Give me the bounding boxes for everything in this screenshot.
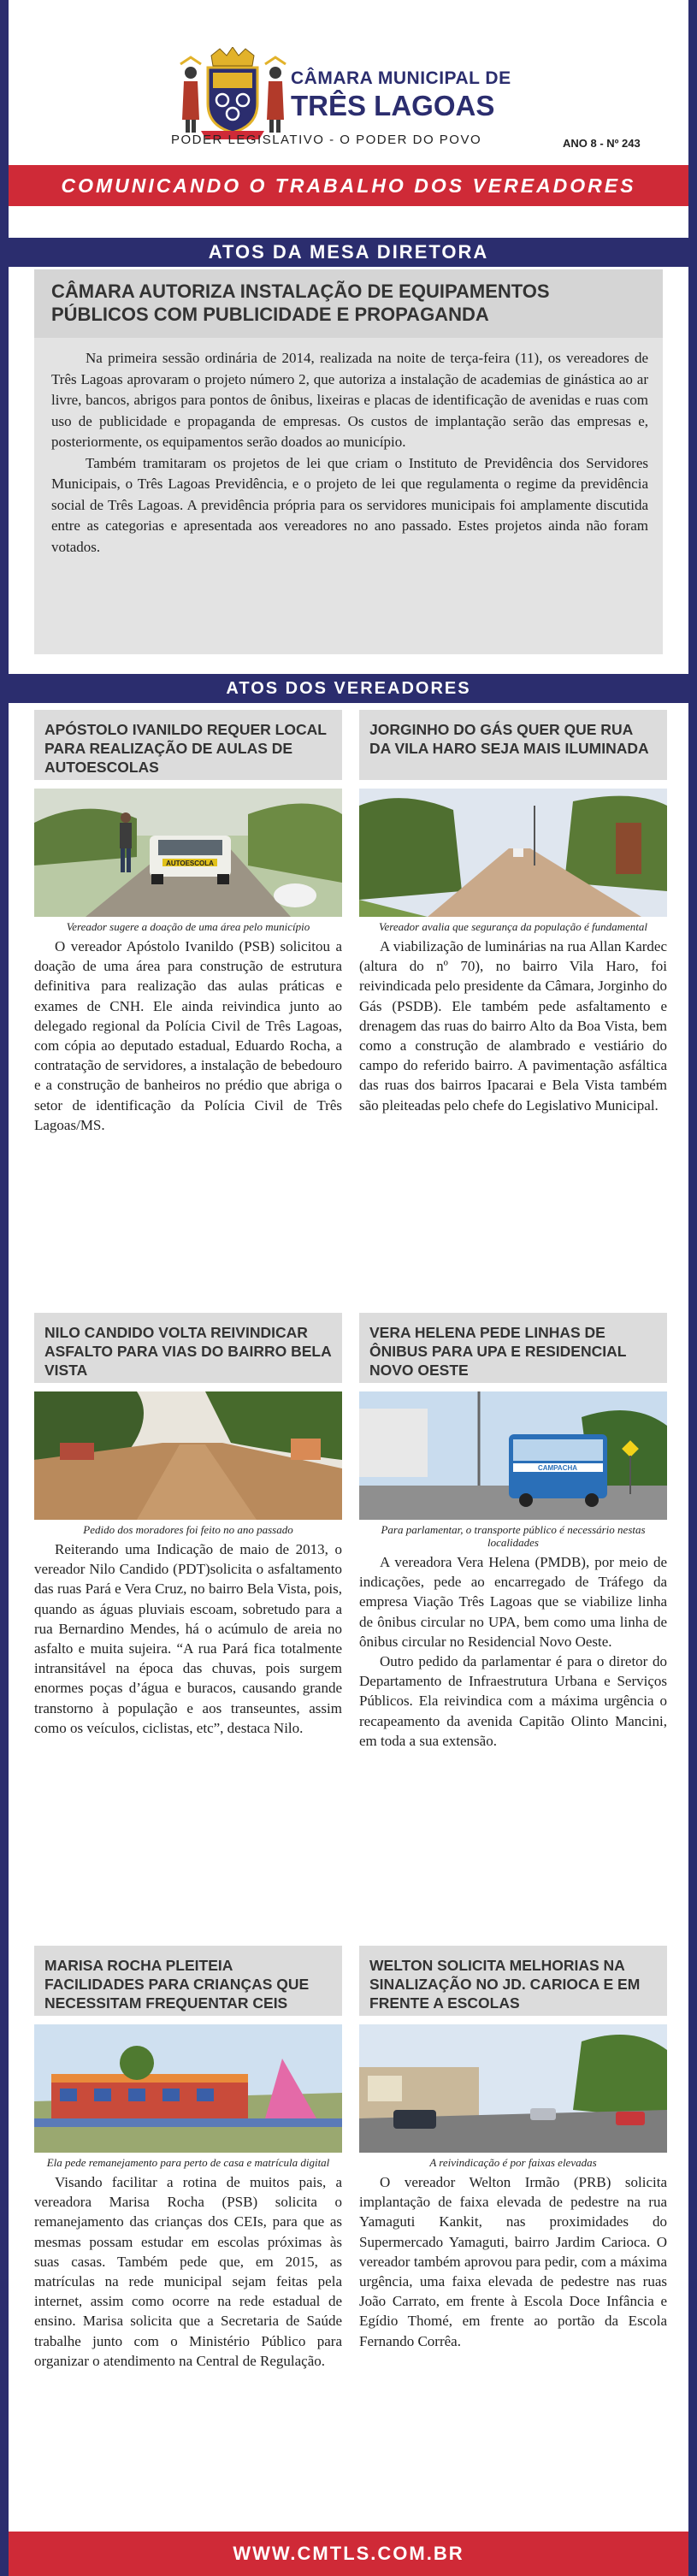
section-vereadores-title: ATOS DOS VEREADORES bbox=[226, 678, 471, 698]
mesa-article bbox=[34, 269, 663, 654]
article-paragraph: A vereadora Vera Helena (PMDB), por meio de indicações, pede ao encarregado de Tráfego da empresa Viação Três Lagoas que se viabilize linha de ônibus circular no UPA, bem como uma linha de ônibus circular no Residencial Novo Oeste. bbox=[359, 1554, 667, 1650]
article-photo bbox=[34, 2024, 342, 2153]
footer-url-link[interactable]: WWW.CMTLS.COM.BR bbox=[233, 2543, 464, 2564]
article-header bbox=[359, 1946, 667, 2016]
city-crest-logo bbox=[175, 47, 291, 141]
article-nilo-candido bbox=[34, 1313, 342, 1738]
header bbox=[9, 0, 688, 162]
article-photo bbox=[359, 1391, 667, 1520]
article-photo bbox=[34, 1391, 342, 1520]
article-caption: A reivindicação é por faixas elevadas bbox=[429, 2156, 597, 2169]
section-mesa-diretora bbox=[9, 238, 688, 267]
article-body bbox=[34, 1539, 342, 1738]
article-headline: JORGINHO DO GÁS QUER QUE RUA DA VILA HARO SEJA MAIS ILUMINADA bbox=[369, 721, 649, 757]
article-headline: NILO CANDIDO VOLTA REIVINDICAR ASFALTO PARA VIAS DO BAIRRO BELA VISTA bbox=[44, 1324, 332, 1379]
article-paragraph: Outro pedido da parlamentar é para o diretor do Departamento de Infraestrutura Urbana e Serviços Públicos. Ela reivindica com a máxima urgência o recapeamento da avenida Capitão Olinto Mancini, em toda a sua extensão. bbox=[359, 1653, 667, 1749]
article-headline: WELTON SOLICITA MELHORIAS NA SINALIZAÇÃO NO JD. CARIOCA E EM FRENTE A ESCOLAS bbox=[369, 1957, 641, 2012]
article-body bbox=[34, 936, 342, 1135]
title-block bbox=[291, 68, 547, 123]
article-paragraph: O vereador Welton Irmão (PRB) solicita implantação de faixa elevada de pedestre na rua Yamaguti Kankit, nas proximidades do Supermercado Yamaguti, bairro Jardim Carioca. O vereador também aprovou para pedir, com a máxima urgência, uma faixa elevada de pedestre nas ruas João Carrato, em frente à Escola Doce Infância e Egídio Thomé, em frente ao portão da Escola Fernando Corrêa. bbox=[359, 2174, 667, 2349]
car-label: AUTOESCOLA bbox=[166, 860, 214, 867]
article-body bbox=[34, 2172, 342, 2371]
article-header bbox=[359, 1313, 667, 1383]
banner-text: COMUNICANDO O TRABALHO DOS VEREADORES bbox=[61, 174, 636, 197]
mesa-article-header bbox=[34, 269, 663, 338]
mesa-headline: CÂMARA AUTORIZA INSTALAÇÃO DE EQUIPAMENTOS PÚBLICOS COM PUBLICIDADE E PROPAGANDA bbox=[51, 281, 550, 325]
article-headline: APÓSTOLO IVANILDO REQUER LOCAL PARA REALIZAÇÃO DE AULAS DE AUTOESCOLAS bbox=[44, 721, 327, 776]
article-header bbox=[359, 710, 667, 780]
footer bbox=[9, 2532, 688, 2576]
article-apostolo-ivanildo bbox=[34, 710, 342, 1135]
article-photo bbox=[359, 789, 667, 917]
title-main: TRÊS LAGOAS bbox=[291, 90, 495, 121]
article-caption: Vereador avalia que segurança da população é fundamental bbox=[379, 920, 647, 933]
mesa-paragraph: Também tramitaram os projetos de lei que criam o Instituto de Previdência dos Servidores Municipais, o Três Lagoas Previdência, e o projeto de lei que regulamenta o regime da previdência social de Três Lagoas. A previdência própria para os servidores municipais foi amplamente discutida entre as categorias e apresentada aos vereadores no ano passado. Estes projetos ainda não foram votados. bbox=[51, 454, 648, 555]
article-headline: MARISA ROCHA PLEITEIA FACILIDADES PARA CRIANÇAS QUE NECESSITAM FREQUENTAR CEIS bbox=[44, 1957, 310, 2012]
article-caption: Vereador sugere a doação de uma área pelo município bbox=[66, 920, 310, 933]
article-paragraph: Reiterando uma Indicação de maio de 2013, o vereador Nilo Candido (PDT)solicita o asfaltamento das ruas Pará e Vera Cruz, no bairro Bela Vista, pois, quando as águas pluviais escoam, sobretudo para a rua Bernardino Mendes, há o acúmulo de areia no asfalto e muita sujeira. “A rua Pará fica totalmente intransitável na época das chuvas, pois surgem enormes poças d’água e buracos, causando grande transtorno à população e aos transeuntes, assim como os veículos, ciclistas, etc”, destaca Nilo. bbox=[34, 1541, 342, 1736]
article-paragraph: Visando facilitar a rotina de muitos pais, a vereadora Marisa Rocha (PSB) solicita o remanejamento das crianças dos CEIs, para que as mesmas possam estudar em escolas próximas às suas casas. Também pede que, em 2015, as matrículas na rede municipal sejam feitas pela internet, assim como ocorre na rede estadual de ensino. Marisa solicita que a Secretaria de Saúde trabalhe junto com o Ministério Público para organizar o atendimento na Central de Regulação. bbox=[34, 2174, 342, 2369]
article-caption: Para parlamentar, o transporte público é necessário nestas localidades bbox=[381, 1523, 646, 1549]
article-welton bbox=[359, 1946, 667, 2351]
article-paragraph: O vereador Apóstolo Ivanildo (PSB) solicitou a doação de uma área para construção de estrutura definitiva para realização das aulas práticas e exames de CNH. Ele ainda reivindica junto ao delegado regional da Polícia Civil de Três Lagoas, com cópia ao deputado estadual, Eduardo Rocha, a contratação de servidores, a instalação de bebedouro e a construção de banheiros no prédio que abriga o setor de identificação da Polícia Civil de Três Lagoas/MS. bbox=[34, 938, 342, 1133]
article-body bbox=[359, 1552, 667, 1751]
article-jorginho-do-gas bbox=[359, 710, 667, 1115]
article-photo bbox=[34, 789, 342, 917]
bus-label: CAMPACHA bbox=[537, 1464, 578, 1472]
article-header bbox=[34, 1313, 342, 1383]
article-header bbox=[34, 1946, 342, 2016]
article-photo bbox=[359, 2024, 667, 2153]
article-headline: VERA HELENA PEDE LINHAS DE ÔNIBUS PARA UPA E RESIDENCIAL NOVO OESTE bbox=[369, 1324, 627, 1379]
article-caption: Pedido dos moradores foi feito no ano passado bbox=[83, 1523, 293, 1536]
article-caption: Ela pede remanejamento para perto de casa e matrícula digital bbox=[46, 2156, 330, 2169]
article-body bbox=[359, 936, 667, 1115]
mesa-paragraph: Na primeira sessão ordinária de 2014, realizada na noite de terça-feira (11), os vereadores de Três Lagoas aprovaram o projeto número 2, que autoriza a instalação de academias de ginástica ao ar livre, bancos, abrigos para pontos de ônibus, lixeiras e placas de identificação de avenidas e ruas com uso de publicidade e propaganda de empresas. Os custos de implantação serão das empresas e, posteriormente, os equipamentos serão doados ao município. bbox=[51, 350, 648, 450]
section-vereadores bbox=[9, 674, 688, 703]
article-marisa-rocha bbox=[34, 1946, 342, 2371]
top-banner bbox=[9, 165, 688, 206]
title-top: CÂMARA MUNICIPAL DE bbox=[291, 68, 511, 88]
edition-number: ANO 8 - Nº 243 bbox=[563, 137, 641, 150]
newsletter-page bbox=[9, 0, 688, 2576]
section-mesa-title: ATOS DA MESA DIRETORA bbox=[208, 241, 489, 263]
tagline: PODER LEGISLATIVO - O PODER DO POVO bbox=[171, 133, 482, 147]
article-vera-helena bbox=[359, 1313, 667, 1751]
article-header bbox=[34, 710, 342, 780]
mesa-article-body bbox=[51, 348, 648, 558]
article-paragraph: A viabilização de luminárias na rua Allan Kardec (altura do nº 70), no bairro Vila Haro, foi reivindicada pelo presidente da Câmara, Jorginho do Gás (PSDB). Ele também pede asfaltamento e drenagem das ruas do bairro Alto da Boa Vista, bem como a construção de alambrado e vestiário do campo do referido bairro. A pavimentação asfáltica das ruas dos bairros Ipacarai e Bela Vista também são pleiteadas pelo chefe do Legislativo Municipal. bbox=[359, 938, 667, 1114]
article-body bbox=[359, 2172, 667, 2351]
